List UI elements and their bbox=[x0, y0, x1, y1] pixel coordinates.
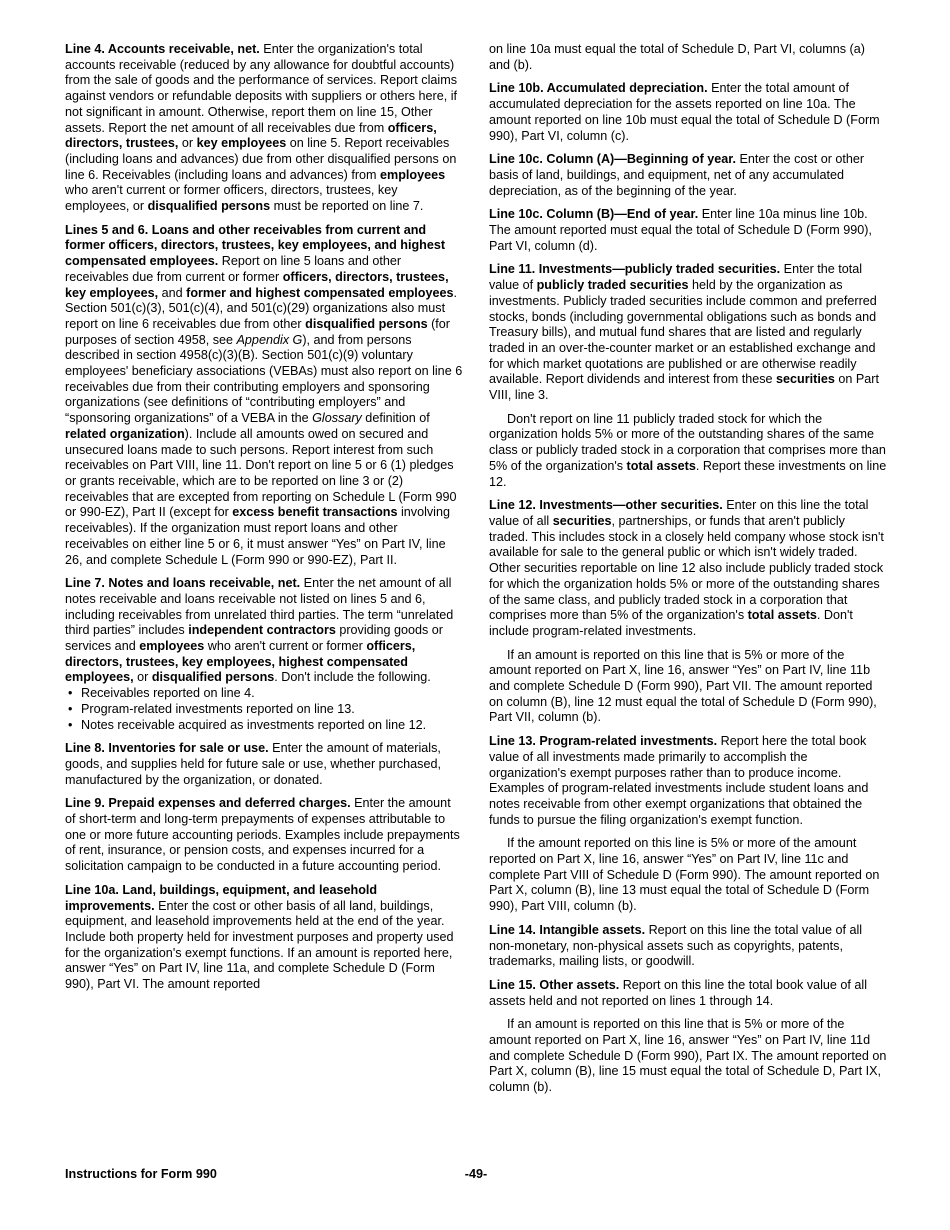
line7-paragraph: Line 7. Notes and loans receivable, net. Enter the net amount of all notes receivable and loans receivable not listed on lines 5 and 6, including receivables from unrelated third parties. The term “unrelated third parties” includes independent contractors providing goods or services and employees who aren't current or former officers, directors, trustees, key employees, highest compensated employees, or disqualified persons. Don't include the following. bbox=[65, 576, 454, 685]
line10a-continuation: on line 10a must equal the total of Schedule D, Part VI, columns (a) and (b). bbox=[489, 42, 865, 72]
line9-heading: Line 9. Prepaid expenses and deferred charges. bbox=[65, 796, 351, 811]
line14-heading: Line 14. Intangible assets. bbox=[489, 922, 646, 937]
left-column bbox=[65, 42, 463, 1001]
line10c-col-b-heading: Line 10c. Column (B)—End of year. bbox=[489, 207, 699, 222]
line15-note-paragraph: If an amount is reported on this line that is 5% or more of the amount reported on Part X, line 16, answer “Yes” on Part IV, line 11d and complete Schedule D (Form 990), Part IX. The amount reported on Part X, column (B), line 15 must equal the total of Schedule D, Part IX, column (b). bbox=[489, 1017, 887, 1095]
page-footer bbox=[65, 1167, 887, 1185]
line13-heading: Line 13. Program-related investments. bbox=[489, 734, 718, 749]
footer-document-title: Instructions for Form 990 bbox=[65, 1167, 217, 1181]
line11-paragraph: Line 11. Investments—publicly traded securities. Enter the total value of publicly traded securities held by the organization as investments. Publicly traded securities include common and preferred stocks, bonds (including governmental obligations such as bonds and Treasury bills), and mutual fund shares that are listed and regularly traded in an over-the-counter market or an established exchange and for which market quotations are published or are otherwise readily available. Report dividends and interest from these securities on Part VIII, line 3. bbox=[489, 262, 879, 403]
line11-heading: Line 11. Investments—publicly traded securities. bbox=[489, 262, 781, 277]
line5-6-paragraph: Lines 5 and 6. Loans and other receivables from current and former officers, directors, trustees, key employees, and highest compensated employees. Report on line 5 loans and other receivables due from current or former officers, directors, trustees, key employees, and former and highest compensated employees. Section 501(c)(3), 501(c)(4), and 501(c)(29) organizations also must report on line 6 receivables due from other disqualified persons (for purposes of section 4958, see Appendix G), and from persons described in section 4958(c)(3)(B). Section 501(c)(9) voluntary employees' beneficiary associations (VEBAs) must also report on line 6 receivables due from their contributing employers and sponsoring organizations (see definitions of “contributing employers” and “sponsoring organizations” of a VEBA in the Glossary definition of related organization). Include all amounts owed on secured and unsecured loans made to such persons. Report interest from such receivables on Part VIII, line 11. Don't report on line 5 or 6 (1) pledges or grants receivable, which are to be reported on line 3 or (2) receivables that are excepted from reporting on Schedule L (Form 990 or 990-EZ), Part II (except for excess benefit transactions involving receivables). If the organization must report loans and other receivables on either line 5 or 6, it must answer “Yes” on Part IV, line 26, and complete Schedule L (Form 990 or 990-EZ), Part II. bbox=[65, 222, 463, 567]
line10b-heading: Line 10b. Accumulated depreciation. bbox=[489, 81, 708, 96]
line4-heading: Line 4. Accounts receivable, net. bbox=[65, 42, 260, 56]
list-item: • Receivables reported on line 4. bbox=[65, 686, 463, 702]
line14-paragraph: Line 14. Intangible assets. Report on this line the total value of all non-monetary, non-physical assets such as copyrights, patents, trademarks, mailing lists, or goodwill. bbox=[489, 922, 863, 969]
line8-heading: Line 8. Inventories for sale or use. bbox=[65, 741, 269, 756]
line10a-heading: Line 10a. Land, buildings, equipment, and leasehold improvements. bbox=[65, 882, 378, 913]
line13-paragraph: Line 13. Program-related investments. Report here the total book value of all investments made primarily to accomplish the organization's exempt purposes rather than to produce income. Examples of program-related investments include student loans and notes receivable from other exempt organizations that obtained the funds to pursue the filing organization's exempt function. bbox=[489, 734, 869, 827]
line10c-col-a-heading: Line 10c. Column (A)—Beginning of year. bbox=[489, 152, 737, 167]
line5-6-heading: Lines 5 and 6. Loans and other receivables from current and former officers, directors, trustees, key employees, and highest compensated employees. bbox=[65, 222, 446, 269]
line7-heading: Line 7. Notes and loans receivable, net. bbox=[65, 576, 301, 591]
line12-note-paragraph: If an amount is reported on this line that is 5% or more of the amount reported on Part X, line 16, answer “Yes” on Part IV, line 11b and complete Schedule D (Form 990), Part VII. The amount reported on column (B), line 12 must equal the total of Schedule D (Form 990), Part VII, column (b). bbox=[489, 647, 877, 725]
line4-paragraph: Line 4. Accounts receivable, net. Enter the organization's total accounts receivable (reduced by any allowance for doubtful accounts) from the sale of goods and the performance of services. Report claims against vendors or refundable deposits with suppliers or others here, if not significant in amount. Otherwise, report them on line 15, Other assets. Report the net amount of all receivables due from officers, directors, trustees, or key employees on line 5. Report receivables (including loans and advances) due from other disqualified persons on line 6. Receivables (including loans and advances) from employees who aren't current or former officers, directors, trustees, key employees, or disqualified persons must be reported on line 7. bbox=[65, 42, 458, 214]
line15-paragraph: Line 15. Other assets. Report on this line the total book value of all assets held and not reported on lines 1 through 14. bbox=[489, 977, 868, 1008]
line12-heading: Line 12. Investments—other securities. bbox=[489, 498, 723, 513]
line9-paragraph: Line 9. Prepaid expenses and deferred charges. Enter the amount of short-term and long-term prepayments of expenses attributable to one or more future accounting periods. Examples include prepayments of rent, insurance, or pension costs, and expenses incurred for a solicitation campaign to be conducted in a future accounting period. bbox=[65, 796, 460, 874]
line15-heading: Line 15. Other assets. bbox=[489, 977, 620, 992]
line8-paragraph: Line 8. Inventories for sale or use. Enter the amount of materials, goods, and supplies held for future sale or use, whether purchased, manufactured by the organization, or donated. bbox=[65, 741, 441, 787]
line10a-paragraph: Line 10a. Land, buildings, equipment, and leasehold improvements. Enter the cost or other basis of all land, buildings, equipment, and leasehold improvements held at the end of the year. Include both property held for investment purposes and property used for the organization's exempt functions. If an amount is reported here, answer “Yes” on Part IV, line 11a, and complete Schedule D (Form 990), Part VI. The amount reported bbox=[65, 882, 454, 992]
line10b-paragraph: Line 10b. Accumulated depreciation. Enter the total amount of accumulated depreciation for the assets reported on line 10a. The amount reported on line 10b must equal the total of Schedule D (Form 990), Part VI, column (c). bbox=[489, 81, 880, 143]
line10c-col-b-paragraph: Line 10c. Column (B)—End of year. Enter line 10a minus line 10b. The amount reported must equal the total of Schedule D (Form 990), Part VI, column (d). bbox=[489, 207, 872, 253]
list-item: • Program-related investments reported on line 13. bbox=[65, 702, 463, 718]
line12-paragraph: Line 12. Investments—other securities. Enter on this line the total value of all securities, partnerships, or funds that aren't publicly traded. This includes stock in a closely held company whose stock isn't available for sale to the general public or which isn't widely traded. Other securities reportable on line 12 also include publicly traded stock for which the organization holds 5% or more of the outstanding shares of the same class, and publicly traded stock in a corporation that comprises more than 5% of the organization's total assets. Don't include program-related investments. bbox=[489, 498, 884, 638]
right-column bbox=[489, 42, 887, 1104]
line11-note-paragraph: Don't report on line 11 publicly traded stock for which the organization holds 5% or more of the outstanding shares of the same class or publicly traded stock in a corporation that comprises more than 5% of the organization's total assets. Report these investments on line 12. bbox=[489, 411, 887, 489]
line7-exclusions-list bbox=[65, 686, 463, 733]
page-number: -49- bbox=[464, 1167, 488, 1181]
list-item: • Notes receivable acquired as investments reported on line 12. bbox=[65, 718, 463, 734]
line10c-col-a-paragraph: Line 10c. Column (A)—Beginning of year. Enter the cost or other basis of land, buildings, and equipment, net of any accumulated depreciation, as of the beginning of the year. bbox=[489, 152, 865, 198]
line13-note-paragraph: If the amount reported on this line is 5% or more of the amount reported on Part X, line 16, answer “Yes” on Part IV, line 11c and complete Part VIII of Schedule D (Form 990). The amount reported on Part X, column (B), line 13 must equal the total of Schedule D (Form 990), Part VIII, column (b). bbox=[489, 836, 880, 914]
